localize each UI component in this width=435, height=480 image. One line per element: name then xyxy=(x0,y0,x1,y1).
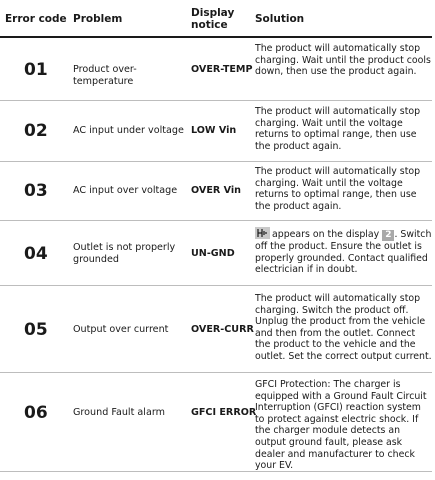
header-solution: Solution xyxy=(255,13,305,25)
problem-text: Product over-temperature xyxy=(73,64,137,87)
error-code: 06 xyxy=(24,403,48,423)
solution-text: The product will automatically stop charging. Wait until the product cools down, then use the product again. xyxy=(255,43,431,78)
solution-text: GFCI Protection: The charger is equipped with a Ground Fault Circuit Interruption (GFCI) reaction system to protect against electric shock. If the charger module detects an output ground fault, please ask dealer and manufacturer to check your EV. xyxy=(255,379,427,472)
header-display-notice: Display notice xyxy=(191,7,235,31)
solution-text: The product will automatically stop charging. Switch the product off. Unplug the product from the vehicle and then from the outlet. Connect the product to the vehicle and the outlet. Set the correct output current. xyxy=(255,293,432,362)
problem-text: AC input over voltage xyxy=(73,185,178,196)
problem-text: Outlet is not properly grounded xyxy=(73,242,176,265)
solution-text xyxy=(255,227,433,276)
header-problem: Problem xyxy=(73,13,123,25)
table-row xyxy=(0,286,432,373)
display-notice: UN-GND xyxy=(191,248,235,259)
header-error-code: Error code xyxy=(5,13,67,25)
error-code: 02 xyxy=(24,121,48,141)
error-code: 04 xyxy=(24,244,48,264)
problem-text: Output over current xyxy=(73,324,169,335)
solution-text-post: . Switch off the product. Ensure the outlet is properly grounded. Contact qualified electrician if in doubt. xyxy=(255,229,432,276)
display-notice: LOW Vin xyxy=(191,125,237,136)
error-code: 01 xyxy=(24,60,48,80)
solution-text-pre: appears on the display xyxy=(272,229,380,240)
display-notice: OVER-CURR xyxy=(191,324,254,335)
table-row xyxy=(0,101,432,162)
error-code: 05 xyxy=(24,320,48,340)
ground-symbol-icon xyxy=(255,227,270,239)
display-notice: OVER-TEMP xyxy=(191,64,253,75)
table-header xyxy=(0,0,435,38)
error-code: 03 xyxy=(24,181,48,201)
display-notice: GFCI ERROR xyxy=(191,407,257,418)
table-row xyxy=(0,221,432,286)
table-row xyxy=(0,162,432,221)
solution-text: The product will automatically stop charging. Wait until the voltage returns to optimal range, then use the product again. xyxy=(255,106,421,152)
problem-text: Ground Fault alarm xyxy=(73,407,165,418)
solution-text: The product will automatically stop charging. Wait until the voltage returns to optimal range, then use the product again. xyxy=(255,166,421,212)
display-number-badge: 2 xyxy=(382,230,394,241)
display-notice: OVER Vin xyxy=(191,185,241,196)
table-row xyxy=(0,373,432,472)
problem-text: AC input under voltage xyxy=(73,125,184,136)
table-row xyxy=(0,38,432,101)
